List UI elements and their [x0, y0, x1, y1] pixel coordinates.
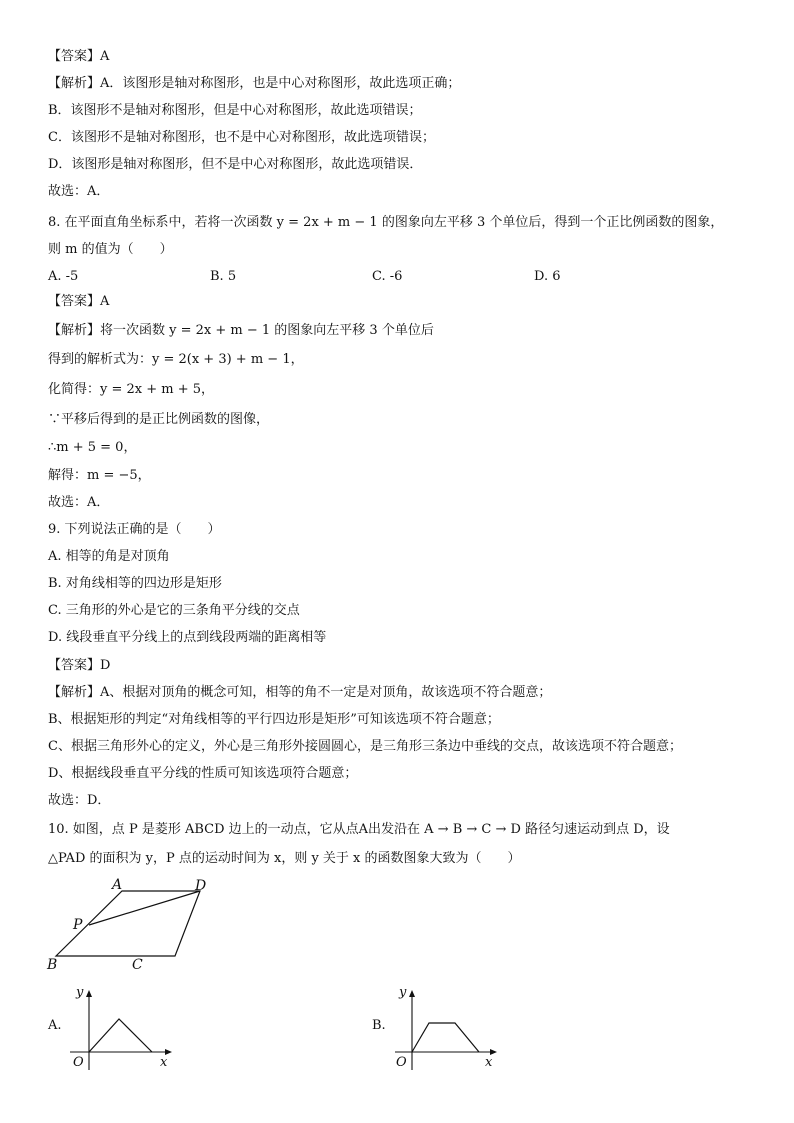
answer-8: 【答案】A [48, 294, 110, 309]
segment-pd [89, 891, 200, 925]
choice-9: 故选：D． [48, 793, 111, 808]
question-9-option-c: C. 三角形的外心是它的三条角平分线的交点 [48, 603, 300, 618]
explanation-7-b: B．该图形不是轴对称图形，但是中心对称图形，故此选项错误； [48, 103, 422, 118]
rhombus-figure [40, 876, 230, 976]
graph-b-option-label: B. [372, 1018, 386, 1033]
question-10-line1: 10. 如图，点 P 是菱形 ABCD 边上的一动点，它从点A出发沿在 A → B → C → D 路径匀速运动到点 D，设 [48, 822, 670, 837]
explanation-8-4: ∵平移后得到的是正比例函数的图像， [48, 412, 270, 427]
vertex-label-p: P [73, 917, 83, 933]
graph-b-y-arrow [409, 990, 415, 997]
explanation-8-1: 【解析】将一次函数 y = 2x + m − 1 的图象向左平移 3 个单位后 [48, 323, 434, 338]
question-9-stem: 9. 下列说法正确的是（ ） [48, 522, 221, 537]
vertex-label-b: B [47, 957, 58, 973]
explanation-9-b: B、根据矩形的判定“对角线相等的平行四边形是矩形”可知该选项不符合题意； [48, 712, 500, 727]
explanation-7-c: C．该图形不是轴对称图形，也不是中心对称图形，故此选项错误； [48, 130, 435, 145]
explanation-8-6: 解得：m = −5， [48, 468, 151, 483]
explanation-8-2: 得到的解析式为：y = 2(x + 3) + m − 1， [48, 352, 304, 367]
question-9-option-b: B. 对角线相等的四边形是矩形 [48, 576, 222, 591]
question-8-option-c: C. -6 [372, 269, 403, 284]
graph-a-y-label: y [76, 985, 84, 1000]
graph-b-x-label: x [485, 1055, 493, 1070]
explanation-8-3: 化简得：y = 2x + m + 5， [48, 382, 215, 397]
explanation-9-a: 【解析】A、根据对顶角的概念可知，相等的角不一定是对顶角，故该选项不符合题意； [48, 685, 552, 700]
question-8-line2: 则 m 的值为（ ） [48, 242, 173, 257]
graph-a-x-label: x [160, 1055, 168, 1070]
choice-8: 故选：A． [48, 495, 110, 510]
graph-b-curve [412, 1023, 479, 1052]
question-10-line2: △PAD 的面积为 y，P 点的运动时间为 x，则 y 关于 x 的函数图象大致为（ ） [48, 851, 521, 866]
answer-7: 【答案】A [48, 49, 110, 64]
question-9-option-d: D. 线段垂直平分线上的点到线段两端的距离相等 [48, 630, 327, 645]
question-8-option-d: D. 6 [534, 269, 561, 284]
graph-b-y-label: y [399, 985, 407, 1000]
explanation-9-d: D、根据线段垂直平分线的性质可知该选项符合题意； [48, 766, 358, 781]
graph-b [389, 982, 509, 1074]
answer-9: 【答案】D [48, 658, 111, 673]
question-8-option-a: A. -5 [48, 269, 79, 284]
question-8-option-b: B. 5 [210, 269, 237, 284]
graph-a [64, 982, 184, 1074]
graph-a-y-arrow [86, 990, 92, 997]
choice-7: 故选：A． [48, 184, 110, 199]
vertex-label-c: C [132, 957, 143, 973]
explanation-7-a: 【解析】A．该图形是轴对称图形，也是中心对称图形，故此选项正确； [48, 76, 461, 91]
vertex-label-d: D [195, 878, 207, 894]
question-8-line1: 8. 在平面直角坐标系中，若将一次函数 y = 2x + m − 1 的图象向左平移 3 个单位后，得到一个正比例函数的图象， [48, 215, 724, 230]
explanation-7-d: D．该图形是轴对称图形，但不是中心对称图形，故此选项错误． [48, 157, 423, 172]
graph-a-curve [89, 1019, 152, 1052]
graph-a-option-label: A. [48, 1018, 62, 1033]
graph-b-origin-label: O [396, 1055, 407, 1070]
explanation-9-c: C、根据三角形外心的定义，外心是三角形外接圆圆心，是三角形三条边中垂线的交点，故该选项不符合题意； [48, 739, 682, 754]
explanation-8-5: ∴m + 5 = 0， [48, 440, 137, 455]
question-9-option-a: A. 相等的角是对顶角 [48, 549, 170, 564]
vertex-label-a: A [112, 877, 123, 893]
graph-a-origin-label: O [73, 1055, 84, 1070]
